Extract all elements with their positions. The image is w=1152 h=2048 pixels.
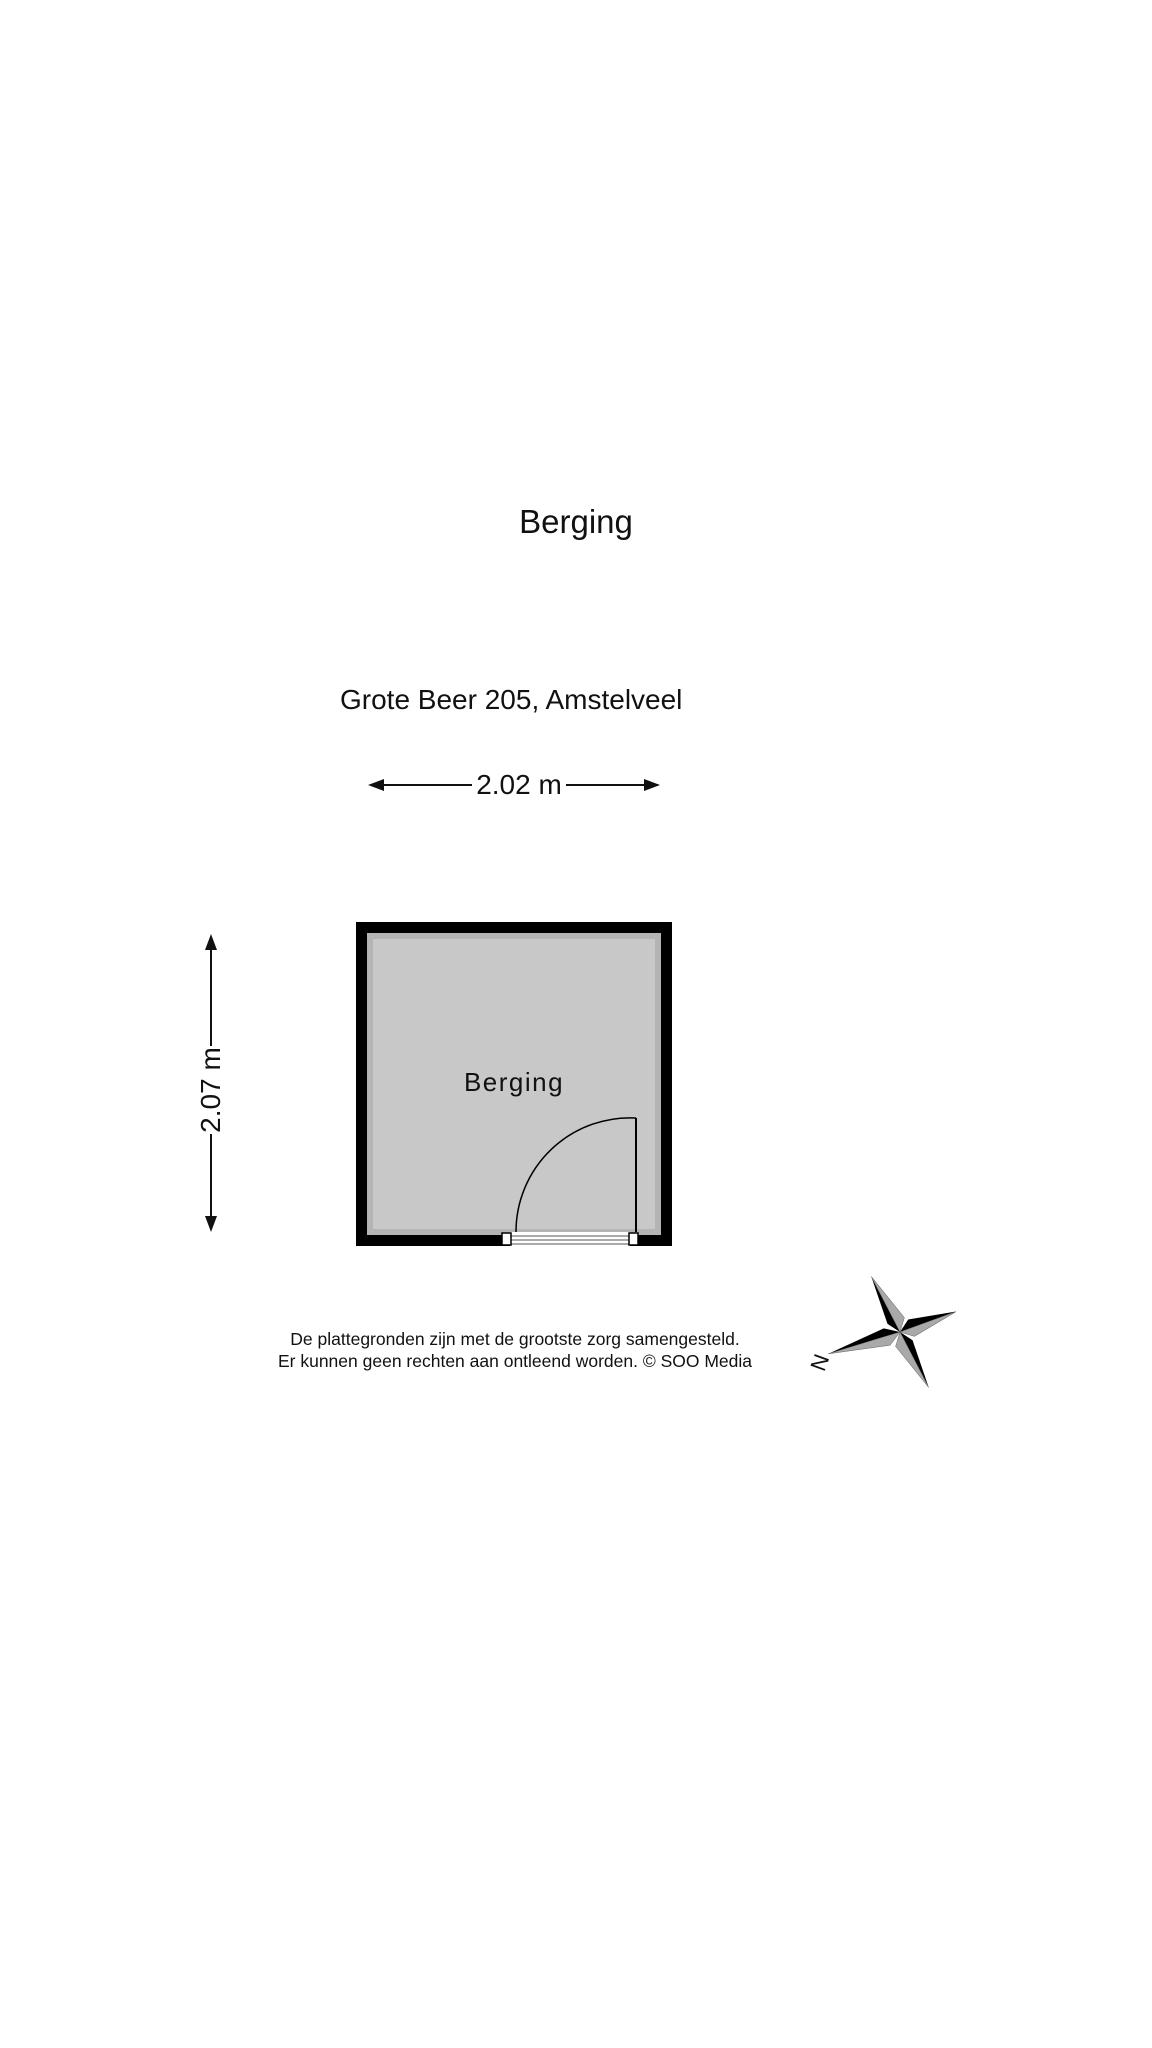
dimension-line [376,784,472,786]
disclaimer-line-1: De plattegronden zijn met de grootste zorg samengesteld. [290,1329,740,1349]
arrow-down-icon [205,1216,217,1232]
disclaimer [250,1328,780,1372]
depth-dimension-label: 2.07 m [195,1047,226,1133]
depth-dimension [186,934,236,1234]
property-address: Grote Beer 205, Amstelveel [340,684,683,715]
disclaimer-line-2: Er kunnen geen rechten aan ontleend worden. © SOO Media [277,1351,753,1371]
compass-rose-icon [796,1270,956,1410]
dimension-line [210,1134,212,1220]
door-jamb-left [502,1233,511,1245]
arrow-right-icon [644,779,660,791]
width-dimension-label: 2.02 m [476,769,562,800]
width-dimension [368,760,668,810]
door-jamb-right [629,1233,638,1245]
room-label: Berging [463,1067,565,1097]
compass-north-label: N [805,1350,835,1375]
floor-title: Berging [519,503,633,540]
